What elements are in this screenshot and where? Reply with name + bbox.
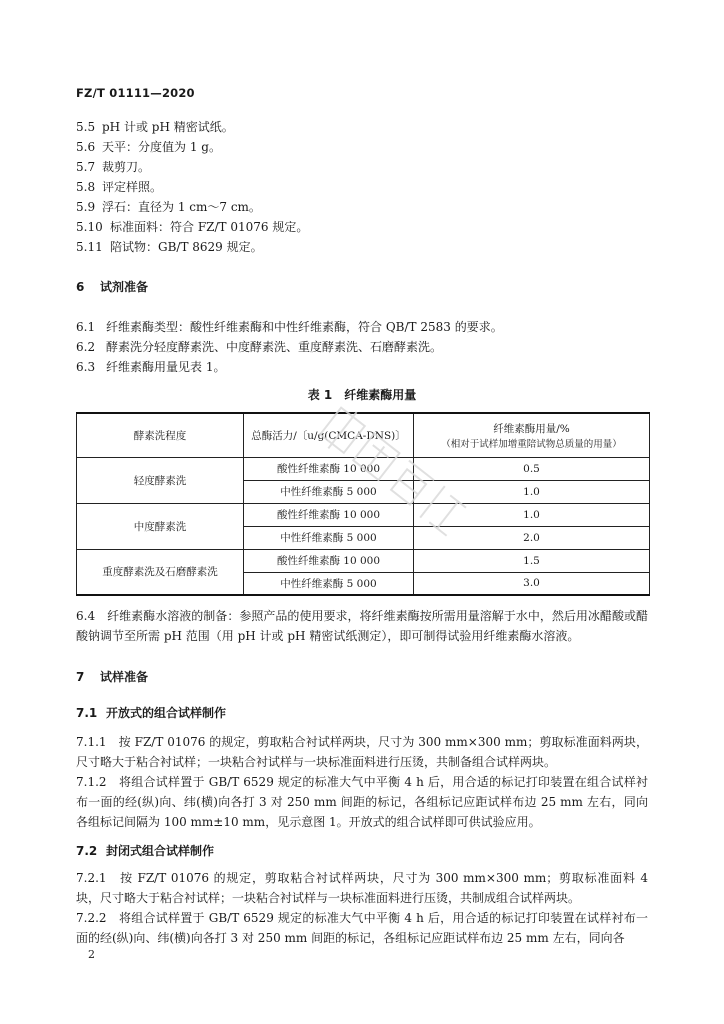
paragraph-7-2-2: 7.2.2 将组合试样置于 GB/T 6529 规定的标准大气中平衡 4 h 后，用合适的标记打印装置在试样衬布一面的经(纵)向、纬(横)向各打 3 对 250 mm 间距的标记，各组标记应距试样布边 25 mm 左右，同向各 xyxy=(76,911,648,945)
paragraph-6-4: 6.4 纤维素酶水溶液的制备：参照产品的使用要求，将纤维素酶按所需用量溶解于水中，然后用冰醋酸或醋酸钠调节至所需 pH 范围（用 pH 计或 pH 精密试纸测定），即可制得试验用纤维素酶水溶液。 xyxy=(76,609,648,643)
table-header-row xyxy=(77,413,650,457)
list-item xyxy=(76,118,234,135)
item-number: 5.11 xyxy=(76,240,103,254)
cell-level: 重度酵素洗及石磨酵素洗 xyxy=(77,549,244,595)
item-number: 5.5 xyxy=(76,120,96,134)
item-number: 5.7 xyxy=(76,160,96,174)
paragraph-7-2-1: 7.2.1 按 FZ/T 01076 的规定，剪取粘合衬试样两块，尺寸为 300 mm×300 mm；剪取标准面料 4 块，尺寸略大于粘合衬试样；一块粘合衬试样与一块标准面料进行压烫，共制成组合试样两块。 xyxy=(76,871,648,905)
table-title: 表 1 纤维素酶用量 xyxy=(307,388,417,402)
header-activity: 总酶活力/〔u/g(CMCA-DNS)〕 xyxy=(244,413,414,457)
cell-level: 中度酵素洗 xyxy=(77,503,244,549)
item-number: 6.1 xyxy=(76,320,96,334)
section-heading xyxy=(76,278,148,295)
item-text: 浮石：直径为 1 cm～7 cm。 xyxy=(102,200,261,214)
heading-text: 试剂准备 xyxy=(100,280,149,294)
list-item xyxy=(76,218,308,235)
item-number: 5.6 xyxy=(76,140,96,154)
paragraph-7-1-1: 7.1.1 按 FZ/T 01076 的规定，剪取粘合衬试样两块，尺寸为 300 mm×300 mm；剪取标准面料两块，尺寸略大于粘合衬试样；一块粘合衬试样与一块标准面料进行压烫，共制备组合试样两块。 xyxy=(76,735,648,769)
cell-dosage: 2.0 xyxy=(414,526,650,549)
item-number: 6.3 xyxy=(76,360,96,374)
list-item xyxy=(76,238,263,255)
header-dosage-line2: （相对于试样加增重陪试物总质量的用量） xyxy=(441,438,622,450)
header-level: 酵素洗程度 xyxy=(77,413,244,457)
cell-enzyme: 中性纤维素酶 5 000 xyxy=(244,526,414,549)
header-dosage xyxy=(414,413,650,457)
item-text: 裁剪刀。 xyxy=(102,160,151,174)
cell-level: 轻度酵素洗 xyxy=(77,457,244,503)
cell-dosage: 3.0 xyxy=(414,572,650,595)
list-item xyxy=(76,358,225,375)
cell-dosage: 0.5 xyxy=(414,457,650,480)
subsection-heading xyxy=(76,842,214,859)
header-dosage-line1: 纤维素酶用量/% xyxy=(493,422,570,435)
list-item xyxy=(76,178,162,195)
cell-dosage: 1.5 xyxy=(414,549,650,572)
list-item xyxy=(76,318,503,335)
cell-dosage: 1.0 xyxy=(414,503,650,526)
item-text: pH 计或 pH 精密试纸。 xyxy=(102,120,234,134)
cell-enzyme: 中性纤维素酶 5 000 xyxy=(244,480,414,503)
list-item xyxy=(76,338,442,355)
cell-enzyme: 酸性纤维素酶 10 000 xyxy=(244,503,414,526)
enzyme-dosage-table xyxy=(76,412,650,596)
item-text: 评定样照。 xyxy=(102,180,163,194)
cell-dosage: 1.0 xyxy=(414,480,650,503)
item-text: 纤维素酶用量见表 1。 xyxy=(106,360,226,374)
list-item xyxy=(76,138,221,155)
section-heading xyxy=(76,668,148,685)
cell-enzyme: 酸性纤维素酶 10 000 xyxy=(244,549,414,572)
item-number: 5.8 xyxy=(76,180,96,194)
item-text: 酵素洗分轻度酵素洗、中度酵素洗、重度酵素洗、石磨酵素洗。 xyxy=(106,340,443,354)
heading-text: 试样准备 xyxy=(100,670,149,684)
item-text: 天平：分度值为 1 g。 xyxy=(102,140,221,154)
item-number: 6.2 xyxy=(76,340,96,354)
heading-text: 开放式的组合试样制作 xyxy=(106,706,227,720)
table-row xyxy=(77,457,650,480)
subsection-heading xyxy=(76,704,226,721)
item-text: 陪试物：GB/T 8629 规定。 xyxy=(110,240,263,254)
table-row xyxy=(77,549,650,572)
heading-number: 7.1 xyxy=(76,706,98,720)
list-item xyxy=(76,158,150,175)
page-number: 2 xyxy=(88,948,95,961)
table-row xyxy=(77,503,650,526)
heading-number: 6 xyxy=(76,280,85,294)
item-text: 纤维素酶类型：酸性纤维素酶和中性纤维素酶，符合 QB/T 2583 的要求。 xyxy=(106,320,503,334)
heading-number: 7.2 xyxy=(76,844,98,858)
cell-enzyme: 中性纤维素酶 5 000 xyxy=(244,572,414,595)
heading-text: 封闭式组合试样制作 xyxy=(106,844,215,858)
list-item xyxy=(76,198,261,215)
standard-number: FZ/T 01111—2020 xyxy=(76,86,195,100)
item-number: 5.9 xyxy=(76,200,96,214)
item-number: 5.10 xyxy=(76,220,103,234)
cell-enzyme: 酸性纤维素酶 10 000 xyxy=(244,457,414,480)
item-text: 标准面料：符合 FZ/T 01076 规定。 xyxy=(110,220,309,234)
paragraph-7-1-2: 7.1.2 将组合试样置于 GB/T 6529 规定的标准大气中平衡 4 h 后，用合适的标记打印装置在组合试样衬布一面的经(纵)向、纬(横)向各打 3 对 250 mm 间距的标记，各组标记应距试样布边 25 mm 左右，同向各组标记间隔为 100 mm±10 mm，见示意图 1。开放式的组合试样即可供试验应用。 xyxy=(76,775,648,829)
heading-number: 7 xyxy=(76,670,85,684)
